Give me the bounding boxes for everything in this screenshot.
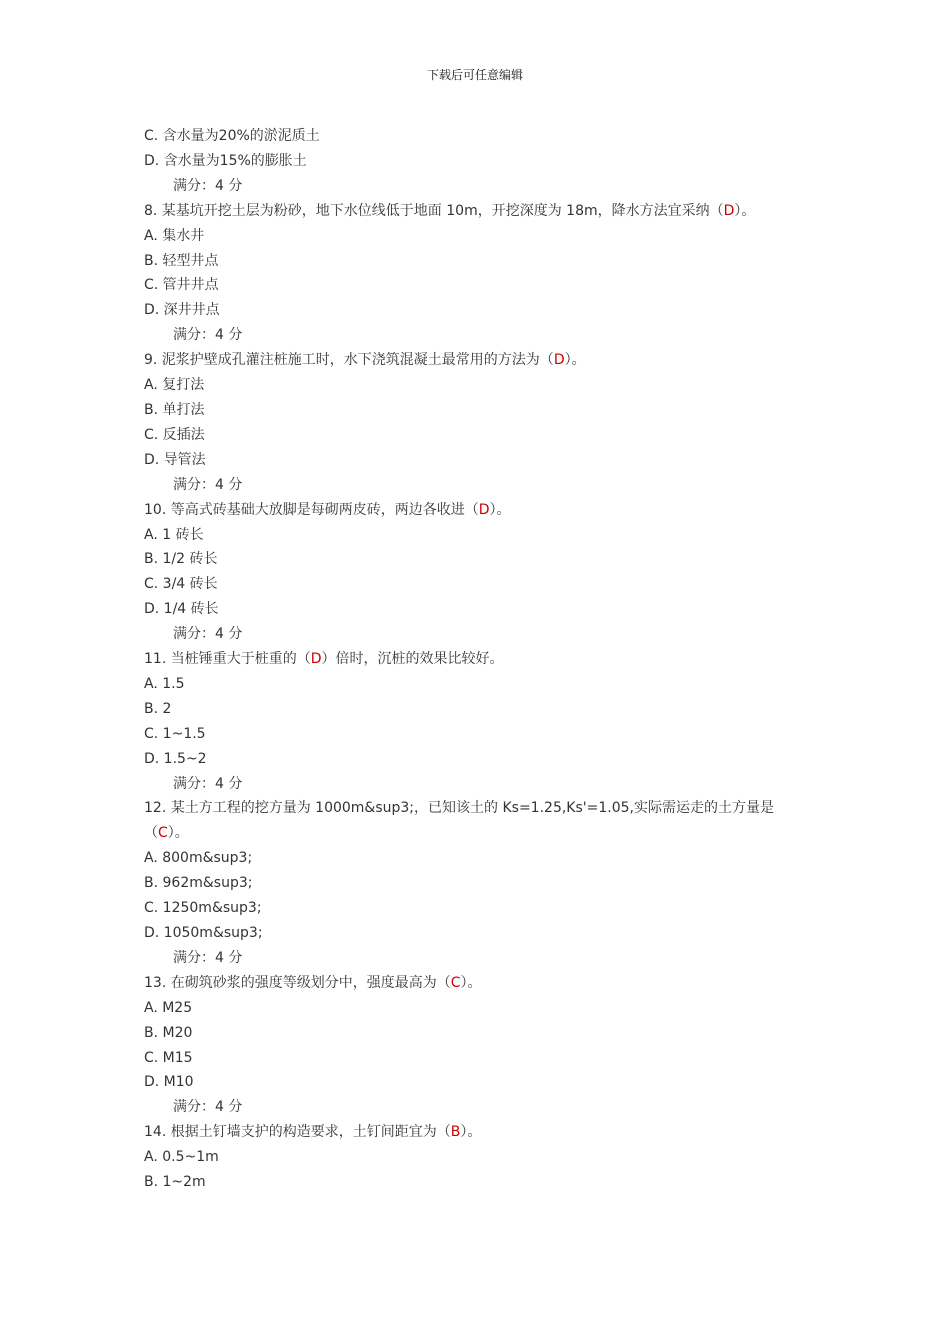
- score-line: 满分：4 分: [173, 626, 243, 643]
- stem-end: ）。: [460, 974, 482, 991]
- option-b: B. 2: [144, 700, 172, 717]
- option-b: B. 轻型井点: [144, 252, 219, 269]
- score-line: 满分：4 分: [173, 177, 243, 194]
- option-c: C. 1250m&sup3;: [144, 900, 262, 917]
- stem-end: ）。: [564, 352, 586, 369]
- option-b: B. 1~2m: [144, 1174, 206, 1191]
- answer-letter: C: [158, 825, 168, 842]
- option-d: D. 1.5~2: [144, 750, 207, 767]
- option-b: B. 962m&sup3;: [144, 875, 253, 892]
- stem-end: ）。: [734, 202, 756, 219]
- stem-end: ）倍时，沉桩的效果比较好。: [321, 651, 504, 668]
- option-a: A. 复打法: [144, 377, 205, 394]
- option-a: A. M25: [144, 999, 193, 1016]
- option-c: C. 1~1.5: [144, 725, 206, 742]
- option-a: A. 800m&sup3;: [144, 850, 253, 867]
- option-d: D. 1/4 砖长: [144, 601, 219, 618]
- stem-text: 11. 当桩锤重大于桩重的（: [144, 651, 311, 668]
- option-d: D. 含水量为15%的膨胀土: [144, 152, 307, 169]
- option-a: A. 1.5: [144, 675, 185, 692]
- option-c: C. 含水量为20%的淤泥质土: [144, 128, 320, 144]
- page-header: 下载后可任意编辑: [426, 68, 523, 82]
- option-d: D. M10: [144, 1074, 194, 1091]
- answer-letter: D: [723, 202, 735, 219]
- answer-letter: B: [450, 1124, 461, 1141]
- option-a: A. 1 砖长: [144, 526, 204, 543]
- stem-end: ）。: [489, 501, 511, 518]
- question-stem: [144, 199, 809, 224]
- option-c: C. 管井井点: [144, 277, 219, 294]
- option-b: B. M20: [144, 1024, 193, 1041]
- answer-letter: C: [450, 974, 461, 991]
- question-stem: [144, 348, 809, 373]
- stem-text: 9. 泥浆护壁成孔灌注桩施工时，水下浇筑混凝土最常用的方法为（: [144, 352, 554, 369]
- score-line: 满分：4 分: [173, 1099, 243, 1116]
- stem-end: ）。: [167, 825, 189, 842]
- score-line: 满分：4 分: [173, 327, 243, 344]
- option-d: D. 导管法: [144, 451, 206, 468]
- option-c: C. 反插法: [144, 426, 205, 443]
- question-stem: [144, 498, 809, 523]
- stem-end: ）。: [460, 1124, 482, 1141]
- question-stem: [144, 796, 809, 846]
- score-line: 满分：4 分: [173, 949, 243, 966]
- score-line: 满分：4 分: [173, 476, 243, 493]
- option-c: C. 3/4 砖长: [144, 576, 218, 593]
- document-body: [144, 124, 809, 1195]
- question-stem: [144, 971, 809, 996]
- score-line: 满分：4 分: [173, 775, 243, 792]
- option-c: C. M15: [144, 1049, 193, 1066]
- question-stem: [144, 647, 809, 672]
- stem-text: 12. 某土方工程的挖方量为 1000m&sup3;，已知该土的 Ks=1.25,Ks'=1.05,实际需运走的土方量是（: [144, 800, 774, 842]
- question-stem: [144, 1120, 809, 1145]
- stem-text: 14. 根据土钉墙支护的构造要求，土钉间距宜为（: [144, 1124, 451, 1141]
- option-d: D. 1050m&sup3;: [144, 925, 263, 941]
- option-a: A. 0.5~1m: [144, 1149, 219, 1166]
- stem-text: 10. 等高式砖基础大放脚是每砌两皮砖，两边各收进（: [144, 501, 479, 518]
- option-b: B. 单打法: [144, 401, 205, 418]
- stem-text: 8. 某基坑开挖土层为粉砂，地下水位线低于地面 10m，开挖深度为 18m，降水方法宜采纳（: [144, 202, 724, 219]
- answer-letter: D: [553, 352, 565, 369]
- option-a: A. 集水井: [144, 227, 205, 244]
- option-d: D. 深井井点: [144, 302, 220, 319]
- answer-letter: D: [478, 501, 490, 518]
- option-b: B. 1/2 砖长: [144, 551, 218, 568]
- answer-letter: D: [310, 651, 322, 668]
- stem-text: 13. 在砌筑砂浆的强度等级划分中，强度最高为（: [144, 974, 451, 991]
